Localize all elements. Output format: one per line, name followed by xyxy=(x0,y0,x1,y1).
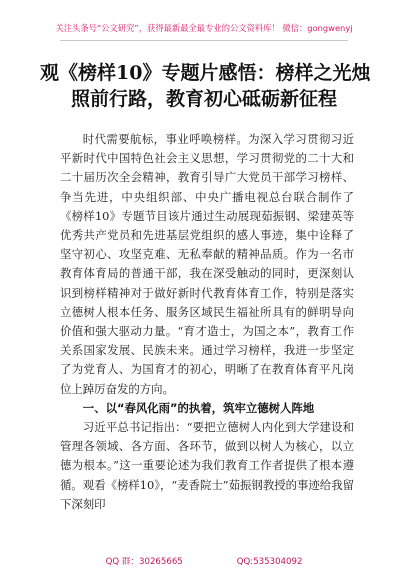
document-body xyxy=(60,130,354,514)
footer-qq-group: QQ 群：30265665 xyxy=(105,557,183,567)
document-title xyxy=(40,60,371,112)
title-line-2: 照前行路，教育初心砥砺新征程 xyxy=(70,88,337,110)
header-promo-text: 关注头条号“公文研究”，获得最新最全最专业的公文资料库！ 微信：gongwenyj xyxy=(55,23,353,33)
footer-qq-number: QQ:535304092 xyxy=(236,557,303,567)
section-heading-1: 一、以“春风化雨”的执着，筑牢立德树人阵地 xyxy=(82,400,315,415)
title-line-1: 观《榜样10》专题片感悟：榜样之光烛 xyxy=(40,62,371,84)
footer-contact xyxy=(0,555,408,567)
body-paragraph-intro: 时代需要航标，事业呼唤榜样。为深入学习贯彻习近平新时代中国特色社会主义思想，学习贯彻党的二十大和二十届历次全会精神，教育引导广大党员干部学习榜样、争当先进，中央组织部、中央广播电视总台联合制作了《榜样10》专题节目该片通过生动展现茹振钢、梁建英等优秀共产党员和先进基层党组织的感人事迹，集中诠释了坚守初心、攻坚克难、无私奉献的精神品质。作为一名市教育体育局的普通干部，我在深受触动的同时，更深刻认识到榜样精神对于做好新时代教育体育工作，特别是落实立德树人根本任务、服务区域民生福祉所具有的鲜明导向价值和强大驱动力量。“育才造士，为国之本”，教育工作关系国家发展、民族未来。通过学习榜样，我进一步坚定了为党育人、为国育才的初心，明晰了在教育体育平凡岗位上踔厉奋发的方向。 xyxy=(60,132,354,396)
body-paragraph-section1: 习近平总书记指出：“要把立德树人内化到大学建设和管理各领域、各方面、各环节，做到以树人为核心，以立德为根本。”这一重要论述为我们教育工作者提供了根本遵循。观看《榜样10》，“麦香院士”茹振钢教授的事迹给我留下深刻印 xyxy=(60,420,354,511)
header-divider xyxy=(60,40,348,41)
